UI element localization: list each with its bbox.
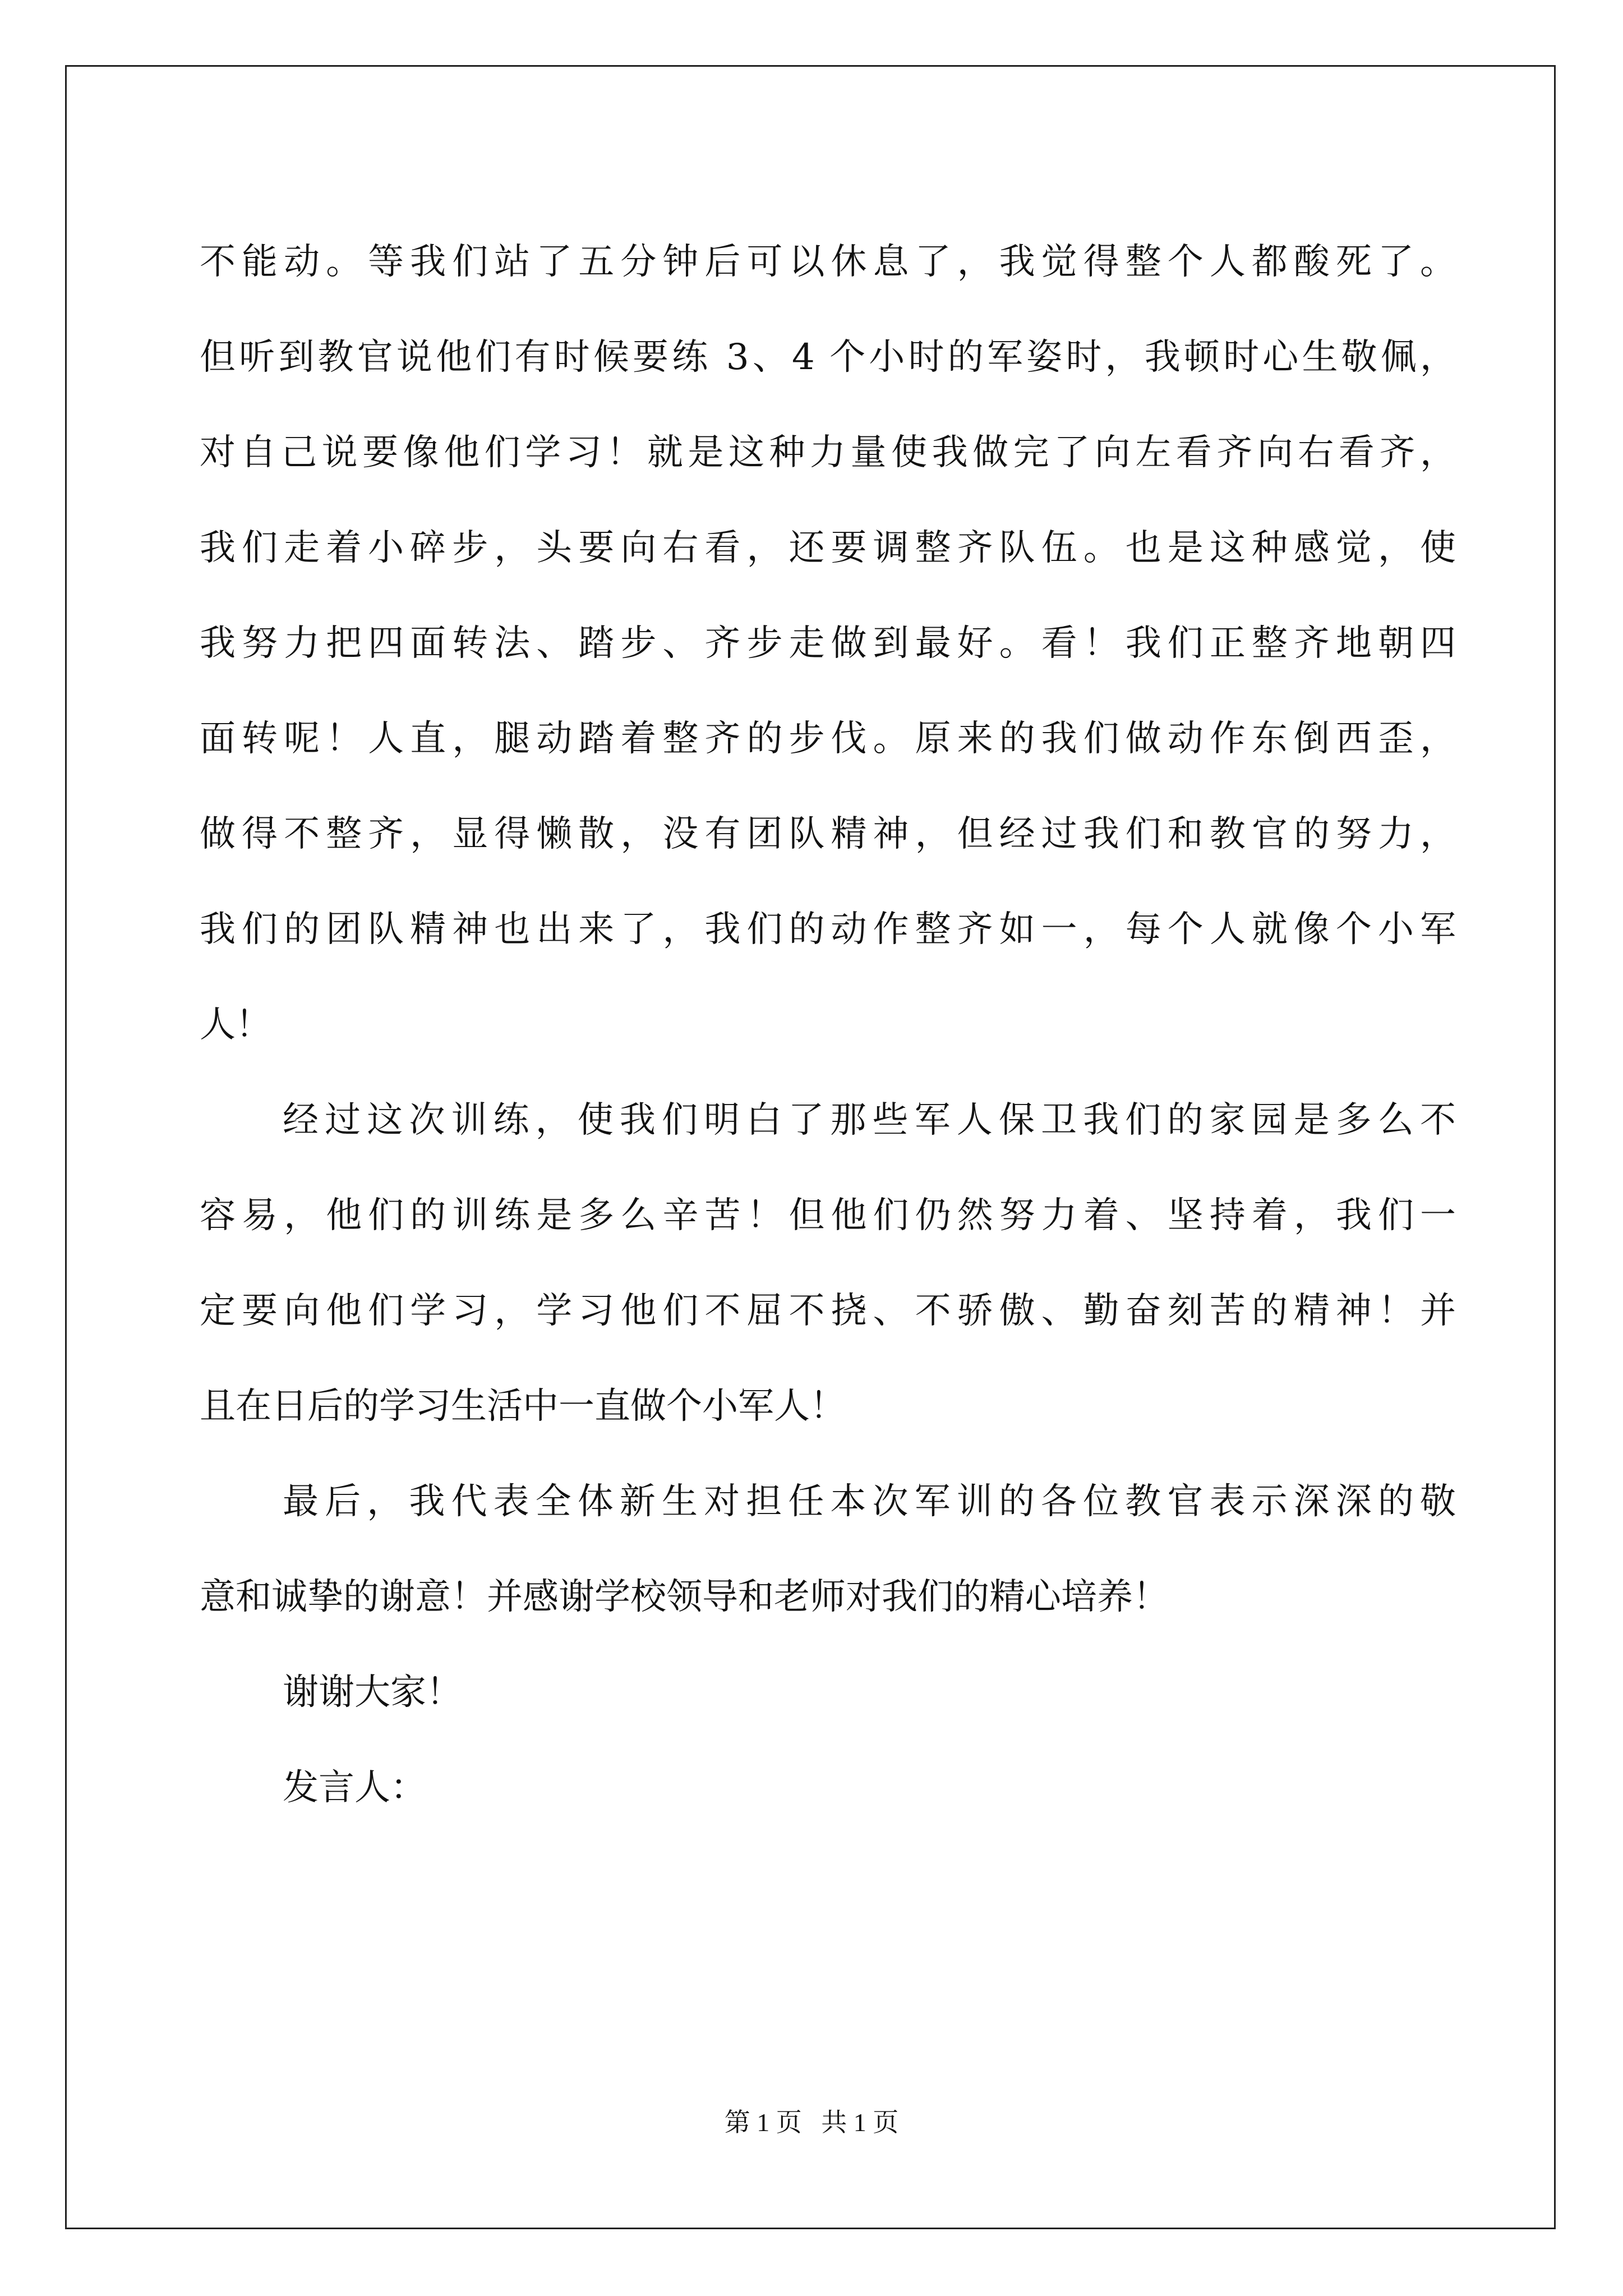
- text-line: 不能动。等我们站了五分钟后可以休息了，我觉得整个人都酸死了。: [200, 241, 1456, 283]
- paragraph-start-line: 经过这次训练，使我们明白了那些军人保卫我们的家园是多么不: [283, 1099, 1456, 1141]
- text-line: 人！: [200, 1004, 271, 1046]
- text-line: 我努力把四面转法、踏步、齐步走做到最好。看！我们正整齐地朝四: [200, 623, 1456, 664]
- page-number: 第 1 页: [724, 2108, 802, 2137]
- paragraph-start-line: 最后，我代表全体新生对担任本次军训的各位教官表示深深的敬: [283, 1481, 1456, 1522]
- text-line: 容易，他们的训练是多么辛苦！但他们仍然努力着、坚持着，我们一: [200, 1195, 1456, 1236]
- page-total: 共 1 页: [821, 2108, 899, 2137]
- text-line: 我们的团队精神也出来了，我们的动作整齐如一，每个人就像个小军: [200, 909, 1456, 950]
- text-line: 意和诚挚的谢意！并感谢学校领导和老师对我们的精心培养！: [200, 1576, 1169, 1618]
- text-line: 对自己说要像他们学习！就是这种力量使我做完了向左看齐向右看齐，: [200, 432, 1456, 473]
- text-line: 定要向他们学习，学习他们不屈不挠、不骄傲、勤奋刻苦的精神！并: [200, 1290, 1456, 1332]
- text-line: 且在日后的学习生活中一直做个小军人！: [200, 1386, 846, 1427]
- speech-body: [200, 214, 1456, 1835]
- text-line: 我们走着小碎步，头要向右看，还要调整齐队伍。也是这种感觉，使: [200, 527, 1456, 569]
- page-footer: [0, 2106, 1623, 2139]
- text-line: 做得不整齐，显得懒散，没有团队精神，但经过我们和教官的努力，: [200, 813, 1456, 855]
- text-line: 但听到教官说他们有时候要练 3、4 个小时的军姿时，我顿时心生敬佩，: [200, 337, 1456, 378]
- speaker-label: 发言人：: [283, 1767, 426, 1809]
- text-line: 面转呢！人直，腿动踏着整齐的步伐。原来的我们做动作东倒西歪，: [200, 718, 1456, 760]
- closing-thanks: 谢谢大家！: [283, 1672, 462, 1713]
